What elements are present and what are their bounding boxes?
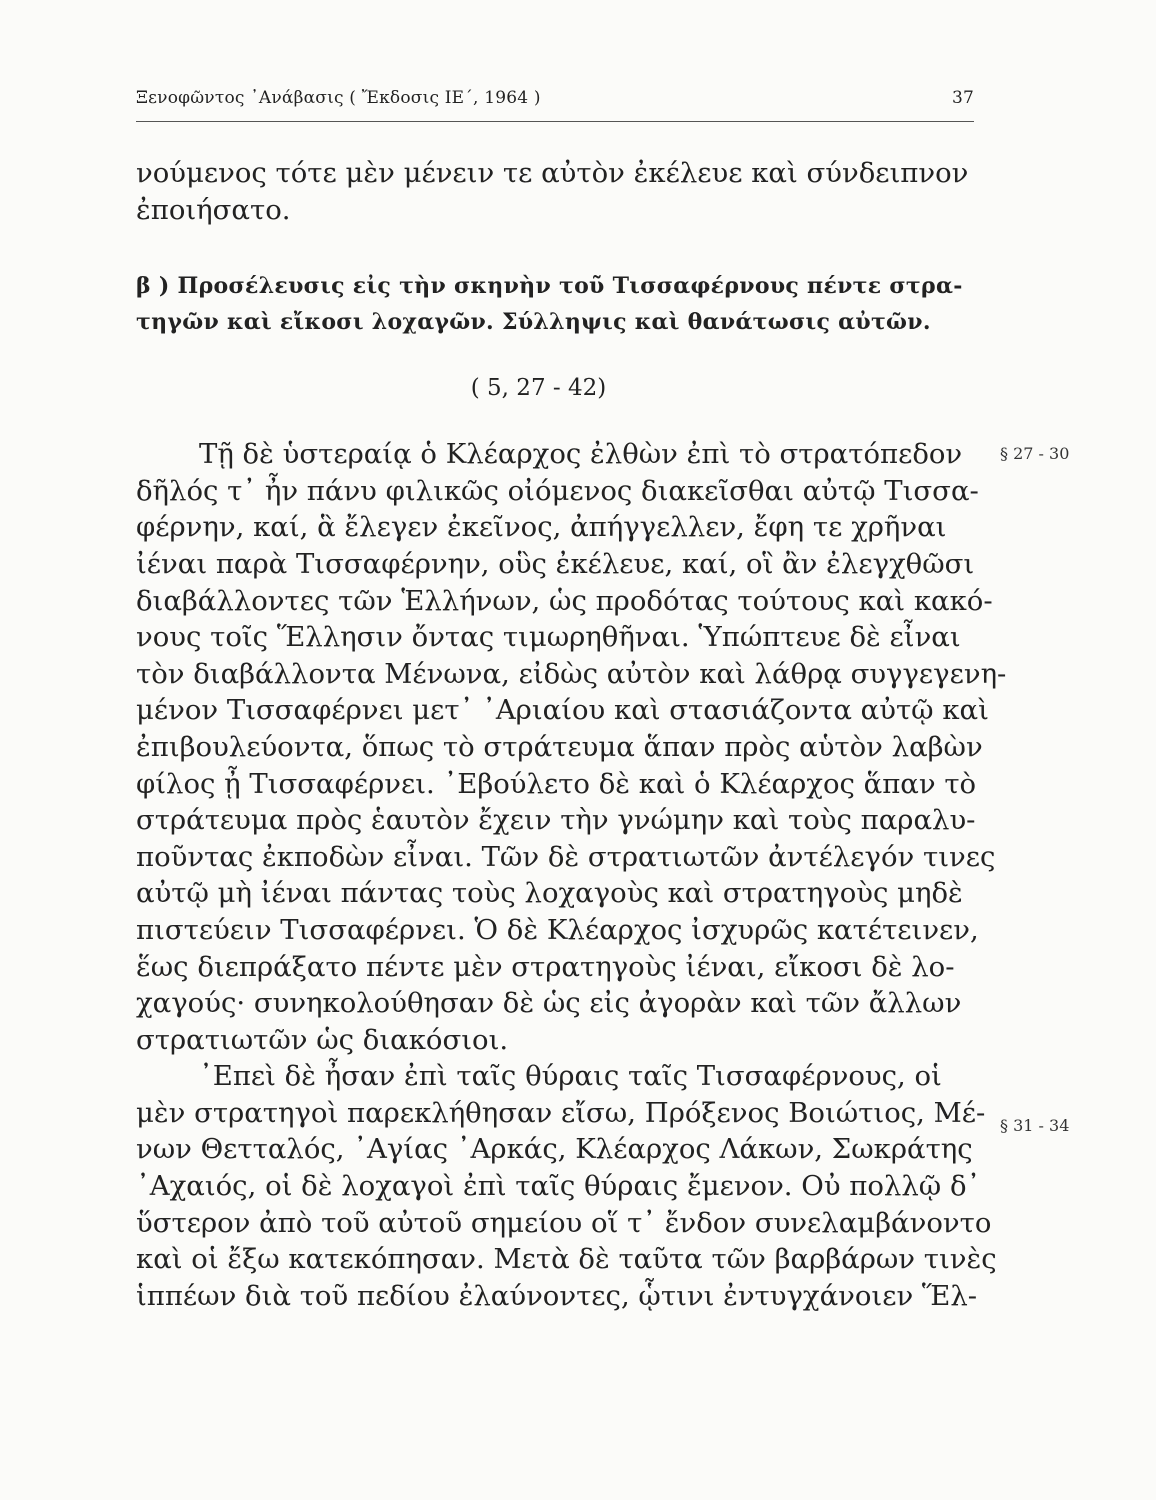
section-reference: ( 5, 27 - 42): [470, 375, 607, 402]
paragraph-line: ἕως διεπράξατο πέντε μὲν στρατηγοὺς ἰέναι, εἴκοσι δὲ λο-: [136, 950, 955, 983]
paragraph-line: στρατιωτῶν ὡς διακόσιοι.: [136, 1023, 509, 1056]
paragraph-line: χαγούς· συνηκολούθησαν δὲ ὡς εἰς ἀγορὰν καὶ τῶν ἄλλων: [136, 987, 962, 1020]
paragraph-line: ἱππέων διὰ τοῦ πεδίου ἐλαύνοντες, ᾧτινι ἐντυγχάνοιεν Ἕλ-: [136, 1279, 978, 1312]
paragraph-line: καὶ οἱ ἔξω κατεκόπησαν. Μετὰ δὲ ταῦτα τῶν βαρβάρων τινὲς: [136, 1243, 997, 1276]
paragraph-line: φέρνην, καί, ἃ ἔλεγεν ἐκεῖνος, ἀπήγγελλεν, ἔφη τε χρῆναι: [136, 511, 947, 544]
paragraph-line: φίλος ᾖ Τισσαφέρνει. ᾿Εβούλετο δὲ καὶ ὁ Κλέαρχος ἅπαν τὸ: [136, 767, 977, 800]
text-body: [136, 155, 1007, 1314]
paragraph-line: αὐτῷ μὴ ἰέναι πάντας τοὺς λοχαγοὺς καὶ στρατηγοὺς μηδὲ: [136, 877, 963, 910]
paragraph-line: νων Θετταλός, ᾿Αγίας ᾿Αρκάς, Κλέαρχος Λάκων, Σωκράτης: [136, 1133, 973, 1166]
paragraph-line: Τῇ δὲ ὑστεραίᾳ ὁ Κλέαρχος ἐλθὼν ἐπὶ τὸ στρατόπεδον: [199, 438, 963, 471]
header-rule: [136, 121, 974, 122]
paragraph-line: ποῦντας ἐκποδὼν εἶναι. Τῶν δὲ στρατιωτῶν ἀντέλεγόν τινες: [136, 840, 996, 873]
paragraph-line: νους τοῖς Ἕλλησιν ὄντας τιμωρηθῆναι. Ὑπώπτευε δὲ εἶναι: [136, 621, 961, 654]
paragraph-line: ἐπιβουλεύοντα, ὅπως τὸ στράτευμα ἅπαν πρὸς αὑτὸν λαβὼν: [136, 730, 983, 763]
paragraph-line: ὕστερον ἀπὸ τοῦ αὐτοῦ σημείου οἵ τ᾿ ἔνδον συνελαμβάνοντο: [136, 1206, 992, 1239]
margin-note-section-31-34: § 31 - 34: [1000, 1116, 1070, 1135]
paragraph-line: μὲν στρατηγοὶ παρεκλήθησαν εἴσω, Πρόξενος Βοιώτιος, Μέ-: [136, 1096, 986, 1129]
section-heading-line: τηγῶν καὶ εἴκοσι λοχαγῶν. Σύλληψις καὶ θανάτωσις αὐτῶν.: [136, 309, 931, 336]
intro-line: ἐποιήσατο.: [136, 193, 291, 226]
paragraph-line: δῆλός τ᾿ ἦν πάνυ φιλικῶς οἰόμενος διακεῖσθαι αὐτῷ Τισσα-: [136, 474, 979, 507]
running-header: [136, 88, 974, 108]
running-title: Ξενοφῶντος ᾿Ανάβασις ( Ἔκδοσις ΙΕ΄, 1964 ): [136, 88, 541, 108]
paragraph-line: ἰέναι παρὰ Τισσαφέρνην, οὓς ἐκέλευε, καί, οἳ ἂν ἐλεγχθῶσι: [136, 547, 975, 580]
paragraph-line: ᾿Επεὶ δὲ ἦσαν ἐπὶ ταῖς θύραις ταῖς Τισσαφέρνους, οἱ: [199, 1060, 942, 1093]
paragraph-line: ᾿Αχαιός, οἱ δὲ λοχαγοὶ ἐπὶ ταῖς θύραις ἔμενον. Οὐ πολλῷ δ᾿: [136, 1170, 981, 1203]
paragraph-line: πιστεύειν Τισσαφέρνει. Ὁ δὲ Κλέαρχος ἰσχυρῶς κατέτεινεν,: [136, 913, 979, 946]
page-number: 37: [951, 88, 974, 108]
margin-note-section-27-30: § 27 - 30: [1000, 444, 1070, 463]
intro-line: νούμενος τότε μὲν μένειν τε αὐτὸν ἐκέλευε καὶ σύνδειπνον: [136, 157, 969, 189]
paragraph-line: διαβάλλοντες τῶν Ἑλλήνων, ὡς προδότας τούτους καὶ κακό-: [136, 584, 993, 617]
section-heading-line: β ) Προσέλευσις εἰς τὴν σκηνὴν τοῦ Τισσαφέρνους πέντε στρα-: [136, 273, 963, 300]
paragraph-line: μένον Τισσαφέρνει μετ᾿ ᾿Αριαίου καὶ στασιάζοντα αὐτῷ καὶ: [136, 694, 989, 727]
paragraph-line: στράτευμα πρὸς ἑαυτὸν ἔχειν τὴν γνώμην καὶ τοὺς παραλυ-: [136, 804, 976, 837]
paragraph-line: τὸν διαβάλλοντα Μένωνα, εἰδὼς αὐτὸν καὶ λάθρᾳ συγγεγενη-: [136, 657, 1007, 690]
